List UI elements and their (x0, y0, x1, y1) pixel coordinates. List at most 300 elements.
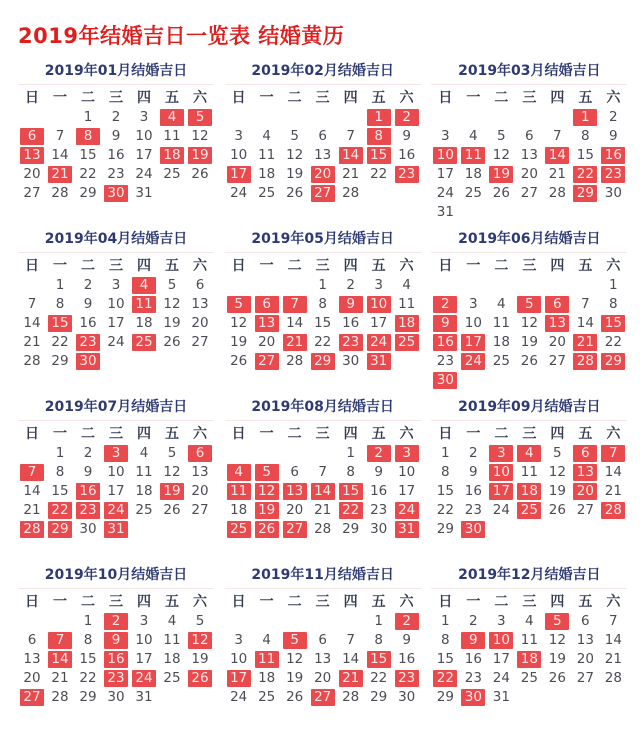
day-cell[interactable]: 26 (548, 670, 566, 686)
day-cell[interactable]: 15 (436, 651, 454, 667)
day-cell[interactable]: 1 (441, 613, 450, 629)
day-cell[interactable]: 23 (464, 670, 482, 686)
day-cell[interactable]: 26 (191, 166, 209, 182)
day-cell[interactable]: 22 (314, 334, 332, 350)
day-cell[interactable]: 4 (525, 613, 534, 629)
day-cell[interactable]: 8 (318, 296, 327, 312)
day-cell[interactable]: 7 (346, 632, 355, 648)
day-cell[interactable]: 9 (402, 128, 411, 144)
auspicious-day-cell[interactable]: 17 (487, 482, 515, 501)
day-cell[interactable]: 28 (342, 185, 360, 201)
day-cell[interactable]: 9 (111, 128, 121, 144)
day-cell[interactable]: 29 (79, 185, 97, 201)
day-cell[interactable]: 23 (370, 502, 388, 518)
auspicious-day-cell[interactable]: 14 (337, 146, 365, 165)
auspicious-day-cell[interactable]: 20 (309, 165, 337, 184)
day-cell[interactable]: 28 (604, 670, 622, 686)
day-cell[interactable]: 30 (604, 185, 622, 201)
day-cell[interactable]: 19 (548, 651, 566, 667)
auspicious-day-cell[interactable]: 22 (337, 501, 365, 520)
day-cell[interactable]: 12 (520, 315, 538, 331)
day-cell[interactable]: 30 (398, 689, 416, 705)
auspicious-day-cell[interactable]: 10 (365, 295, 393, 314)
auspicious-day-cell[interactable]: 4 (130, 276, 158, 295)
day-cell[interactable]: 15 (79, 147, 97, 163)
auspicious-day-cell[interactable]: 24 (393, 501, 421, 520)
day-cell[interactable]: 16 (464, 651, 482, 667)
day-cell[interactable]: 19 (286, 166, 304, 182)
day-cell[interactable]: 25 (520, 670, 538, 686)
auspicious-day-cell[interactable]: 30 (74, 352, 102, 371)
day-cell[interactable]: 11 (135, 464, 153, 480)
day-cell[interactable]: 24 (135, 166, 153, 182)
day-cell[interactable]: 18 (135, 483, 153, 499)
day-cell[interactable]: 29 (342, 521, 360, 537)
day-cell[interactable]: 29 (79, 689, 97, 705)
day-cell[interactable]: 18 (258, 166, 276, 182)
auspicious-day-cell[interactable]: 24 (130, 669, 158, 688)
auspicious-day-cell[interactable]: 27 (309, 184, 337, 203)
day-cell[interactable]: 22 (604, 334, 622, 350)
auspicious-day-cell[interactable]: 12 (186, 631, 214, 650)
day-cell[interactable]: 16 (464, 483, 482, 499)
day-cell[interactable]: 12 (191, 128, 209, 144)
day-cell[interactable]: 14 (23, 483, 41, 499)
auspicious-day-cell[interactable]: 18 (158, 146, 186, 165)
day-cell[interactable]: 9 (469, 464, 478, 480)
day-cell[interactable]: 21 (23, 334, 41, 350)
day-cell[interactable]: 26 (163, 334, 181, 350)
day-cell[interactable]: 25 (464, 185, 482, 201)
day-cell[interactable]: 18 (492, 334, 510, 350)
auspicious-day-cell[interactable]: 3 (487, 444, 515, 463)
day-cell[interactable]: 11 (163, 632, 181, 648)
auspicious-day-cell[interactable]: 15 (599, 314, 627, 333)
auspicious-day-cell[interactable]: 1 (571, 108, 599, 127)
day-cell[interactable]: 31 (492, 689, 510, 705)
day-cell[interactable]: 16 (79, 315, 97, 331)
day-cell[interactable]: 29 (370, 689, 388, 705)
auspicious-day-cell[interactable]: 23 (102, 669, 130, 688)
day-cell[interactable]: 16 (107, 147, 125, 163)
day-cell[interactable]: 20 (23, 166, 41, 182)
auspicious-day-cell[interactable]: 26 (186, 669, 214, 688)
day-cell[interactable]: 23 (107, 166, 125, 182)
day-cell[interactable]: 31 (135, 185, 153, 201)
day-cell[interactable]: 30 (107, 689, 125, 705)
day-cell[interactable]: 8 (374, 632, 383, 648)
day-cell[interactable]: 26 (163, 502, 181, 518)
day-cell[interactable]: 4 (262, 632, 271, 648)
day-cell[interactable]: 25 (163, 166, 181, 182)
day-cell[interactable]: 18 (258, 670, 276, 686)
auspicious-day-cell[interactable]: 16 (102, 650, 130, 669)
auspicious-day-cell[interactable]: 16 (431, 333, 459, 352)
day-cell[interactable]: 24 (230, 185, 248, 201)
auspicious-day-cell[interactable]: 18 (393, 314, 421, 333)
day-cell[interactable]: 2 (83, 277, 93, 293)
auspicious-day-cell[interactable]: 25 (515, 501, 543, 520)
day-cell[interactable]: 1 (609, 277, 618, 293)
auspicious-day-cell[interactable]: 14 (46, 650, 74, 669)
auspicious-day-cell[interactable]: 28 (599, 501, 627, 520)
day-cell[interactable]: 27 (576, 670, 594, 686)
day-cell[interactable]: 14 (604, 632, 622, 648)
day-cell[interactable]: 19 (230, 334, 248, 350)
auspicious-day-cell[interactable]: 19 (158, 482, 186, 501)
day-cell[interactable]: 1 (83, 109, 93, 125)
day-cell[interactable]: 13 (314, 651, 332, 667)
day-cell[interactable]: 6 (581, 613, 590, 629)
day-cell[interactable]: 25 (258, 689, 276, 705)
day-cell[interactable]: 10 (464, 315, 482, 331)
auspicious-day-cell[interactable]: 15 (337, 482, 365, 501)
auspicious-day-cell[interactable]: 6 (543, 295, 571, 314)
day-cell[interactable]: 24 (492, 502, 510, 518)
auspicious-day-cell[interactable]: 10 (487, 631, 515, 650)
day-cell[interactable]: 10 (230, 651, 248, 667)
auspicious-day-cell[interactable]: 4 (515, 444, 543, 463)
day-cell[interactable]: 9 (374, 464, 383, 480)
day-cell[interactable]: 3 (111, 277, 121, 293)
auspicious-day-cell[interactable]: 19 (186, 146, 214, 165)
day-cell[interactable]: 21 (51, 670, 69, 686)
auspicious-day-cell[interactable]: 31 (393, 520, 421, 539)
day-cell[interactable]: 27 (191, 334, 209, 350)
day-cell[interactable]: 10 (398, 464, 416, 480)
day-cell[interactable]: 31 (436, 204, 454, 220)
day-cell[interactable]: 20 (23, 670, 41, 686)
day-cell[interactable]: 20 (548, 334, 566, 350)
day-cell[interactable]: 7 (346, 128, 355, 144)
auspicious-day-cell[interactable]: 20 (571, 482, 599, 501)
auspicious-day-cell[interactable]: 24 (365, 333, 393, 352)
auspicious-day-cell[interactable]: 5 (186, 108, 214, 127)
auspicious-day-cell[interactable]: 13 (543, 314, 571, 333)
auspicious-day-cell[interactable]: 23 (337, 333, 365, 352)
day-cell[interactable]: 17 (492, 651, 510, 667)
day-cell[interactable]: 24 (436, 185, 454, 201)
auspicious-day-cell[interactable]: 28 (571, 352, 599, 371)
day-cell[interactable]: 30 (79, 521, 97, 537)
day-cell[interactable]: 13 (191, 464, 209, 480)
auspicious-day-cell[interactable]: 12 (253, 482, 281, 501)
day-cell[interactable]: 1 (55, 445, 65, 461)
day-cell[interactable]: 14 (286, 315, 304, 331)
day-cell[interactable]: 20 (576, 651, 594, 667)
auspicious-day-cell[interactable]: 6 (186, 444, 214, 463)
auspicious-day-cell[interactable]: 1 (365, 108, 393, 127)
day-cell[interactable]: 27 (23, 185, 41, 201)
day-cell[interactable]: 9 (83, 464, 93, 480)
day-cell[interactable]: 18 (163, 651, 181, 667)
auspicious-day-cell[interactable]: 26 (253, 520, 281, 539)
day-cell[interactable]: 26 (286, 185, 304, 201)
day-cell[interactable]: 8 (83, 632, 93, 648)
day-cell[interactable]: 4 (167, 613, 177, 629)
day-cell[interactable]: 11 (520, 464, 538, 480)
day-cell[interactable]: 17 (107, 483, 125, 499)
day-cell[interactable]: 7 (581, 296, 590, 312)
day-cell[interactable]: 2 (469, 445, 478, 461)
day-cell[interactable]: 10 (107, 464, 125, 480)
day-cell[interactable]: 7 (318, 464, 327, 480)
day-cell[interactable]: 7 (609, 613, 618, 629)
auspicious-day-cell[interactable]: 29 (309, 352, 337, 371)
day-cell[interactable]: 20 (191, 315, 209, 331)
auspicious-day-cell[interactable]: 14 (543, 146, 571, 165)
day-cell[interactable]: 12 (492, 147, 510, 163)
day-cell[interactable]: 4 (402, 277, 411, 293)
auspicious-day-cell[interactable]: 5 (225, 295, 253, 314)
day-cell[interactable]: 8 (441, 632, 450, 648)
auspicious-day-cell[interactable]: 30 (459, 688, 487, 707)
day-cell[interactable]: 20 (191, 483, 209, 499)
auspicious-day-cell[interactable]: 24 (102, 501, 130, 520)
auspicious-day-cell[interactable]: 3 (393, 444, 421, 463)
day-cell[interactable]: 28 (314, 521, 332, 537)
day-cell[interactable]: 24 (230, 689, 248, 705)
day-cell[interactable]: 8 (609, 296, 618, 312)
day-cell[interactable]: 27 (520, 185, 538, 201)
day-cell[interactable]: 7 (55, 128, 65, 144)
auspicious-day-cell[interactable]: 24 (459, 352, 487, 371)
day-cell[interactable]: 21 (23, 502, 41, 518)
day-cell[interactable]: 15 (436, 483, 454, 499)
auspicious-day-cell[interactable]: 9 (459, 631, 487, 650)
auspicious-day-cell[interactable]: 5 (281, 631, 309, 650)
day-cell[interactable]: 21 (548, 166, 566, 182)
day-cell[interactable]: 20 (286, 502, 304, 518)
auspicious-day-cell[interactable]: 23 (74, 501, 102, 520)
auspicious-day-cell[interactable]: 8 (74, 127, 102, 146)
auspicious-day-cell[interactable]: 29 (571, 184, 599, 203)
day-cell[interactable]: 28 (548, 185, 566, 201)
day-cell[interactable]: 25 (135, 502, 153, 518)
auspicious-day-cell[interactable]: 23 (74, 333, 102, 352)
auspicious-day-cell[interactable]: 29 (46, 520, 74, 539)
auspicious-day-cell[interactable]: 13 (281, 482, 309, 501)
day-cell[interactable]: 5 (553, 445, 562, 461)
auspicious-day-cell[interactable]: 11 (459, 146, 487, 165)
day-cell[interactable]: 11 (492, 315, 510, 331)
auspicious-day-cell[interactable]: 2 (431, 295, 459, 314)
auspicious-day-cell[interactable]: 2 (393, 612, 421, 631)
auspicious-day-cell[interactable]: 10 (431, 146, 459, 165)
day-cell[interactable]: 13 (191, 296, 209, 312)
day-cell[interactable]: 25 (492, 353, 510, 369)
auspicious-day-cell[interactable]: 31 (365, 352, 393, 371)
auspicious-day-cell[interactable]: 16 (599, 146, 627, 165)
day-cell[interactable]: 14 (342, 651, 360, 667)
day-cell[interactable]: 24 (107, 334, 125, 350)
day-cell[interactable]: 30 (342, 353, 360, 369)
day-cell[interactable]: 16 (370, 483, 388, 499)
day-cell[interactable]: 27 (548, 353, 566, 369)
day-cell[interactable]: 6 (27, 632, 37, 648)
day-cell[interactable]: 5 (167, 445, 177, 461)
auspicious-day-cell[interactable]: 21 (281, 333, 309, 352)
day-cell[interactable]: 16 (398, 147, 416, 163)
day-cell[interactable]: 28 (342, 689, 360, 705)
day-cell[interactable]: 17 (436, 166, 454, 182)
day-cell[interactable]: 10 (135, 128, 153, 144)
day-cell[interactable]: 12 (286, 147, 304, 163)
auspicious-day-cell[interactable]: 2 (102, 612, 130, 631)
day-cell[interactable]: 29 (436, 521, 454, 537)
auspicious-day-cell[interactable]: 7 (599, 444, 627, 463)
day-cell[interactable]: 1 (346, 445, 355, 461)
auspicious-day-cell[interactable]: 18 (515, 482, 543, 501)
day-cell[interactable]: 6 (318, 632, 327, 648)
day-cell[interactable]: 2 (609, 109, 618, 125)
day-cell[interactable]: 11 (258, 147, 276, 163)
auspicious-day-cell[interactable]: 8 (365, 127, 393, 146)
day-cell[interactable]: 2 (111, 109, 121, 125)
auspicious-day-cell[interactable]: 13 (18, 146, 46, 165)
day-cell[interactable]: 2 (83, 445, 93, 461)
auspicious-day-cell[interactable]: 23 (393, 669, 421, 688)
day-cell[interactable]: 14 (23, 315, 41, 331)
day-cell[interactable]: 24 (492, 670, 510, 686)
day-cell[interactable]: 15 (314, 315, 332, 331)
day-cell[interactable]: 2 (346, 277, 355, 293)
auspicious-day-cell[interactable]: 2 (365, 444, 393, 463)
day-cell[interactable]: 20 (520, 166, 538, 182)
day-cell[interactable]: 26 (286, 689, 304, 705)
auspicious-day-cell[interactable]: 5 (543, 612, 571, 631)
auspicious-day-cell[interactable]: 30 (459, 520, 487, 539)
auspicious-day-cell[interactable]: 25 (130, 333, 158, 352)
auspicious-day-cell[interactable]: 17 (459, 333, 487, 352)
auspicious-day-cell[interactable]: 11 (225, 482, 253, 501)
day-cell[interactable]: 26 (520, 353, 538, 369)
auspicious-day-cell[interactable]: 6 (18, 127, 46, 146)
auspicious-day-cell[interactable]: 25 (393, 333, 421, 352)
day-cell[interactable]: 3 (234, 128, 243, 144)
day-cell[interactable]: 17 (398, 483, 416, 499)
auspicious-day-cell[interactable]: 2 (393, 108, 421, 127)
auspicious-day-cell[interactable]: 16 (74, 482, 102, 501)
auspicious-day-cell[interactable]: 27 (18, 688, 46, 707)
auspicious-day-cell[interactable]: 22 (46, 501, 74, 520)
day-cell[interactable]: 14 (604, 464, 622, 480)
auspicious-day-cell[interactable]: 5 (253, 463, 281, 482)
auspicious-day-cell[interactable]: 7 (18, 463, 46, 482)
day-cell[interactable]: 29 (436, 689, 454, 705)
day-cell[interactable]: 6 (525, 128, 534, 144)
day-cell[interactable]: 29 (51, 353, 69, 369)
day-cell[interactable]: 2 (469, 613, 478, 629)
auspicious-day-cell[interactable]: 30 (431, 371, 459, 390)
day-cell[interactable]: 11 (520, 632, 538, 648)
day-cell[interactable]: 17 (107, 315, 125, 331)
day-cell[interactable]: 21 (314, 502, 332, 518)
auspicious-day-cell[interactable]: 13 (571, 463, 599, 482)
day-cell[interactable]: 9 (402, 632, 411, 648)
auspicious-day-cell[interactable]: 7 (46, 631, 74, 650)
day-cell[interactable]: 17 (370, 315, 388, 331)
auspicious-day-cell[interactable]: 10 (487, 463, 515, 482)
day-cell[interactable]: 19 (191, 651, 209, 667)
day-cell[interactable]: 12 (163, 464, 181, 480)
day-cell[interactable]: 9 (83, 296, 93, 312)
auspicious-day-cell[interactable]: 19 (253, 501, 281, 520)
day-cell[interactable]: 4 (139, 445, 149, 461)
auspicious-day-cell[interactable]: 22 (571, 165, 599, 184)
day-cell[interactable]: 12 (163, 296, 181, 312)
day-cell[interactable]: 1 (55, 277, 65, 293)
day-cell[interactable]: 8 (346, 464, 355, 480)
day-cell[interactable]: 13 (314, 147, 332, 163)
day-cell[interactable]: 31 (135, 689, 153, 705)
day-cell[interactable]: 11 (163, 128, 181, 144)
day-cell[interactable]: 22 (370, 670, 388, 686)
day-cell[interactable]: 3 (441, 128, 450, 144)
auspicious-day-cell[interactable]: 21 (571, 333, 599, 352)
day-cell[interactable]: 15 (51, 483, 69, 499)
auspicious-day-cell[interactable]: 23 (393, 165, 421, 184)
day-cell[interactable]: 1 (83, 613, 93, 629)
day-cell[interactable]: 6 (318, 128, 327, 144)
day-cell[interactable]: 10 (230, 147, 248, 163)
day-cell[interactable]: 22 (370, 166, 388, 182)
day-cell[interactable]: 9 (609, 128, 618, 144)
day-cell[interactable]: 12 (286, 651, 304, 667)
auspicious-day-cell[interactable]: 4 (158, 108, 186, 127)
day-cell[interactable]: 4 (469, 128, 478, 144)
day-cell[interactable]: 23 (436, 353, 454, 369)
day-cell[interactable]: 11 (398, 296, 416, 312)
day-cell[interactable]: 10 (135, 632, 153, 648)
day-cell[interactable]: 27 (576, 502, 594, 518)
day-cell[interactable]: 12 (548, 632, 566, 648)
day-cell[interactable]: 5 (195, 613, 205, 629)
day-cell[interactable]: 30 (370, 521, 388, 537)
day-cell[interactable]: 4 (497, 296, 506, 312)
auspicious-day-cell[interactable]: 21 (337, 669, 365, 688)
auspicious-day-cell[interactable]: 15 (46, 314, 74, 333)
auspicious-day-cell[interactable]: 14 (309, 482, 337, 501)
auspicious-day-cell[interactable]: 9 (337, 295, 365, 314)
day-cell[interactable]: 22 (51, 334, 69, 350)
day-cell[interactable]: 21 (604, 651, 622, 667)
auspicious-day-cell[interactable]: 30 (102, 184, 130, 203)
day-cell[interactable]: 19 (548, 483, 566, 499)
auspicious-day-cell[interactable]: 29 (599, 352, 627, 371)
auspicious-day-cell[interactable]: 3 (102, 444, 130, 463)
day-cell[interactable]: 25 (258, 185, 276, 201)
auspicious-day-cell[interactable]: 27 (253, 352, 281, 371)
day-cell[interactable]: 14 (51, 147, 69, 163)
day-cell[interactable]: 5 (497, 128, 506, 144)
auspicious-day-cell[interactable]: 27 (281, 520, 309, 539)
auspicious-day-cell[interactable]: 21 (46, 165, 74, 184)
day-cell[interactable]: 26 (548, 502, 566, 518)
auspicious-day-cell[interactable]: 19 (487, 165, 515, 184)
day-cell[interactable]: 18 (135, 315, 153, 331)
auspicious-day-cell[interactable]: 7 (281, 295, 309, 314)
day-cell[interactable]: 27 (191, 502, 209, 518)
day-cell[interactable]: 26 (230, 353, 248, 369)
auspicious-day-cell[interactable]: 15 (365, 146, 393, 165)
day-cell[interactable]: 1 (441, 445, 450, 461)
day-cell[interactable]: 20 (258, 334, 276, 350)
day-cell[interactable]: 8 (55, 464, 65, 480)
day-cell[interactable]: 26 (492, 185, 510, 201)
day-cell[interactable]: 1 (374, 613, 383, 629)
auspicious-day-cell[interactable]: 9 (431, 314, 459, 333)
